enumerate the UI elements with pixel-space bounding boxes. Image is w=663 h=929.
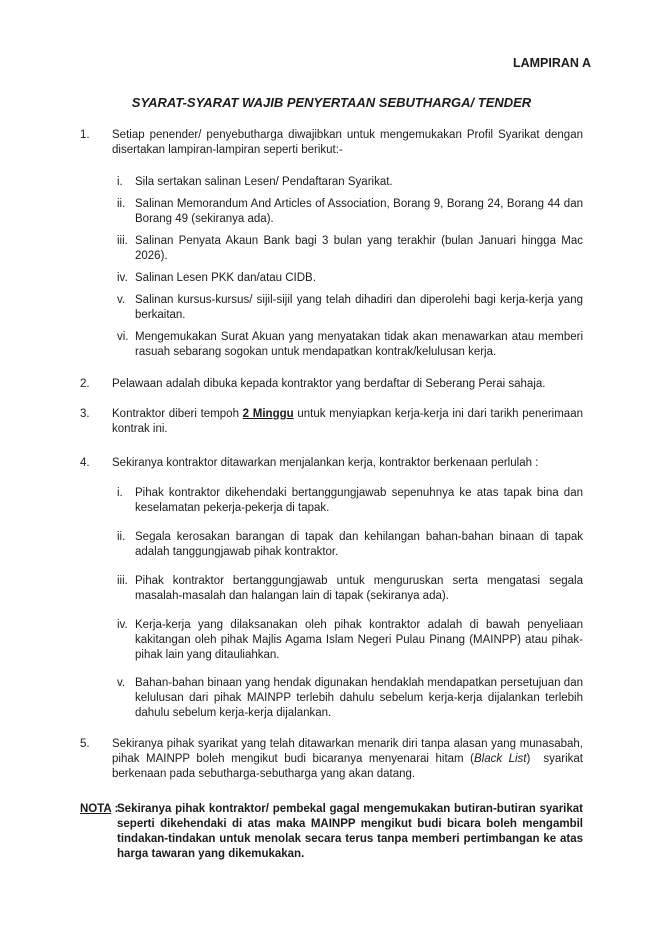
subitem-text: Pihak kontraktor bertanggungjawab untuk menguruskan serta mengatasi segala masalah-masalah dan halangan lain di tapak (sekiranya ada). [135,575,583,602]
item-text [112,407,583,437]
subitem-1-i [0,175,663,190]
item-number: 1. [80,129,90,141]
lampiran-label: LAMPIRAN A [512,56,591,70]
subitem-1-v [0,293,663,323]
subitem-text: Salinan Memorandum And Articles of Association, Borang 9, Borang 24, Borang 44 dan Borang 49 (sekiranya ada). [135,198,583,225]
subitem-text: Mengemukakan Surat Akuan yang menyatakan tidak akan menawarkan atau memberi rasuah sebarang sogokan untuk mendapatkan kontrak/kelulusan kerja. [135,331,583,358]
subitem-1-vi [0,330,663,360]
numbered-item-1 [0,128,663,158]
duration-emphasis: 2 Minggu [242,408,294,420]
subitem-4-iii [0,574,663,604]
subitem-4-ii [0,530,663,560]
nota-separator: : [111,803,119,815]
subitem-marker: iii. [117,575,128,587]
subitem-marker: vi. [117,331,129,343]
subitem-text: Segala kerosakan barangan di tapak dan kehilangan bahan-bahan binaan di tapak adalah tanggungjawab pihak kontraktor. [135,531,583,558]
subitem-marker: ii. [117,531,126,543]
subitem-text: Sila sertakan salinan Lesen/ Pendaftaran Syarikat. [135,176,393,188]
subitem-text: Salinan kursus-kursus/ sijil-sijil yang telah dihadiri dan diperolehi bagi kerja-kerja yang berkaitan. [135,294,583,321]
subitem-marker: v. [117,677,126,689]
subitem-text: Kerja-kerja yang dilaksanakan oleh pihak kontraktor adalah di bawah penyeliaan kakitangan oleh pihak Majlis Agama Islam Negeri Pulau Pinang (MAINPP) atau pihak-pihak lain yang ditauliahkan. [135,619,583,661]
subitem-text: Bahan-bahan binaan yang hendak digunakan hendaklah mendapatkan persetujuan dan kelulusan dari pihak MAINPP terlebih dahulu sebelum kerja-kerja dijalankan terlebih dahulu sebelum kerja-kerja dijalankan. [135,677,583,719]
item-text-post: ) syarikat berkenaan pada sebutharga-sebutharga yang akan datang. [112,753,584,780]
numbered-item-4 [0,456,663,471]
subitem-text: Salinan Penyata Akaun Bank bagi 3 bulan yang terakhir (bulan Januari hingga Mac 2026). [135,235,583,262]
item-text-pre: Sekiranya pihak syarikat yang telah ditawarkan menarik diri tanpa alasan yang munasabah, pihak MAINPP boleh mengikut budi bicaranya menyenarai hitam ( [112,738,583,765]
nota-block [0,802,663,862]
item-text: Setiap penender/ penyebutharga diwajibkan untuk mengemukakan Profil Syarikat dengan disertakan lampiran-lampiran seperti berikut:- [112,129,583,156]
numbered-item-3 [0,407,663,437]
item-text: Pelawaan adalah dibuka kepada kontraktor yang berdaftar di Seberang Perai sahaja. [112,378,546,390]
subitem-4-i [0,486,663,516]
subitem-marker: iv. [117,619,128,631]
item-text: Sekiranya kontraktor ditawarkan menjalankan kerja, kontraktor berkenaan perlulah : [112,457,539,469]
subitem-marker: v. [117,294,126,306]
nota-label [80,802,117,862]
item-number: 4. [80,457,90,469]
nota-text: Sekiranya pihak kontraktor/ pembekal gagal mengemukakan butiran-butiran syarikat seperti dikehendaki di atas maka MAINPP mengikut budi bicara boleh mengambil tindakan-tindakan untuk menolak secara terus tanpa memberi pertimbangan ke atas harga tawaran yang dikemukakan. [117,803,583,860]
subitem-text: Salinan Lesen PKK dan/atau CIDB. [135,272,316,284]
numbered-item-5 [0,737,663,782]
item-text [112,737,583,782]
subitem-1-iii [0,234,663,264]
item-number: 2. [80,378,90,390]
subitem-4-iv [0,618,663,663]
subitem-marker: i. [117,176,123,188]
subitem-1-iv [0,271,663,286]
subitem-marker: ii. [117,198,126,210]
subitem-marker: iv. [117,272,128,284]
subitem-text: Pihak kontraktor dikehendaki bertanggungjawab sepenuhnya ke atas tapak bina dan keselamatan pekerja-pekerja di tapak. [135,487,583,514]
item-number: 5. [80,738,90,750]
subitem-marker: iii. [117,235,128,247]
nota-label-text: NOTA [80,803,112,815]
subitem-marker: i. [117,487,123,499]
subitem-1-ii [0,197,663,227]
item-text-post: untuk menyiapkan kerja-kerja ini dari tarikh penerimaan kontrak ini. [112,408,583,435]
subitem-4-v [0,676,663,721]
item-text-pre: Kontraktor diberi tempoh [112,408,243,420]
blacklist-emphasis: Black List [473,753,527,765]
item-number: 3. [80,408,90,420]
document-title: SYARAT-SYARAT WAJIB PENYERTAAN SEBUTHARGA/ TENDER [131,95,532,110]
numbered-item-2 [0,377,663,392]
